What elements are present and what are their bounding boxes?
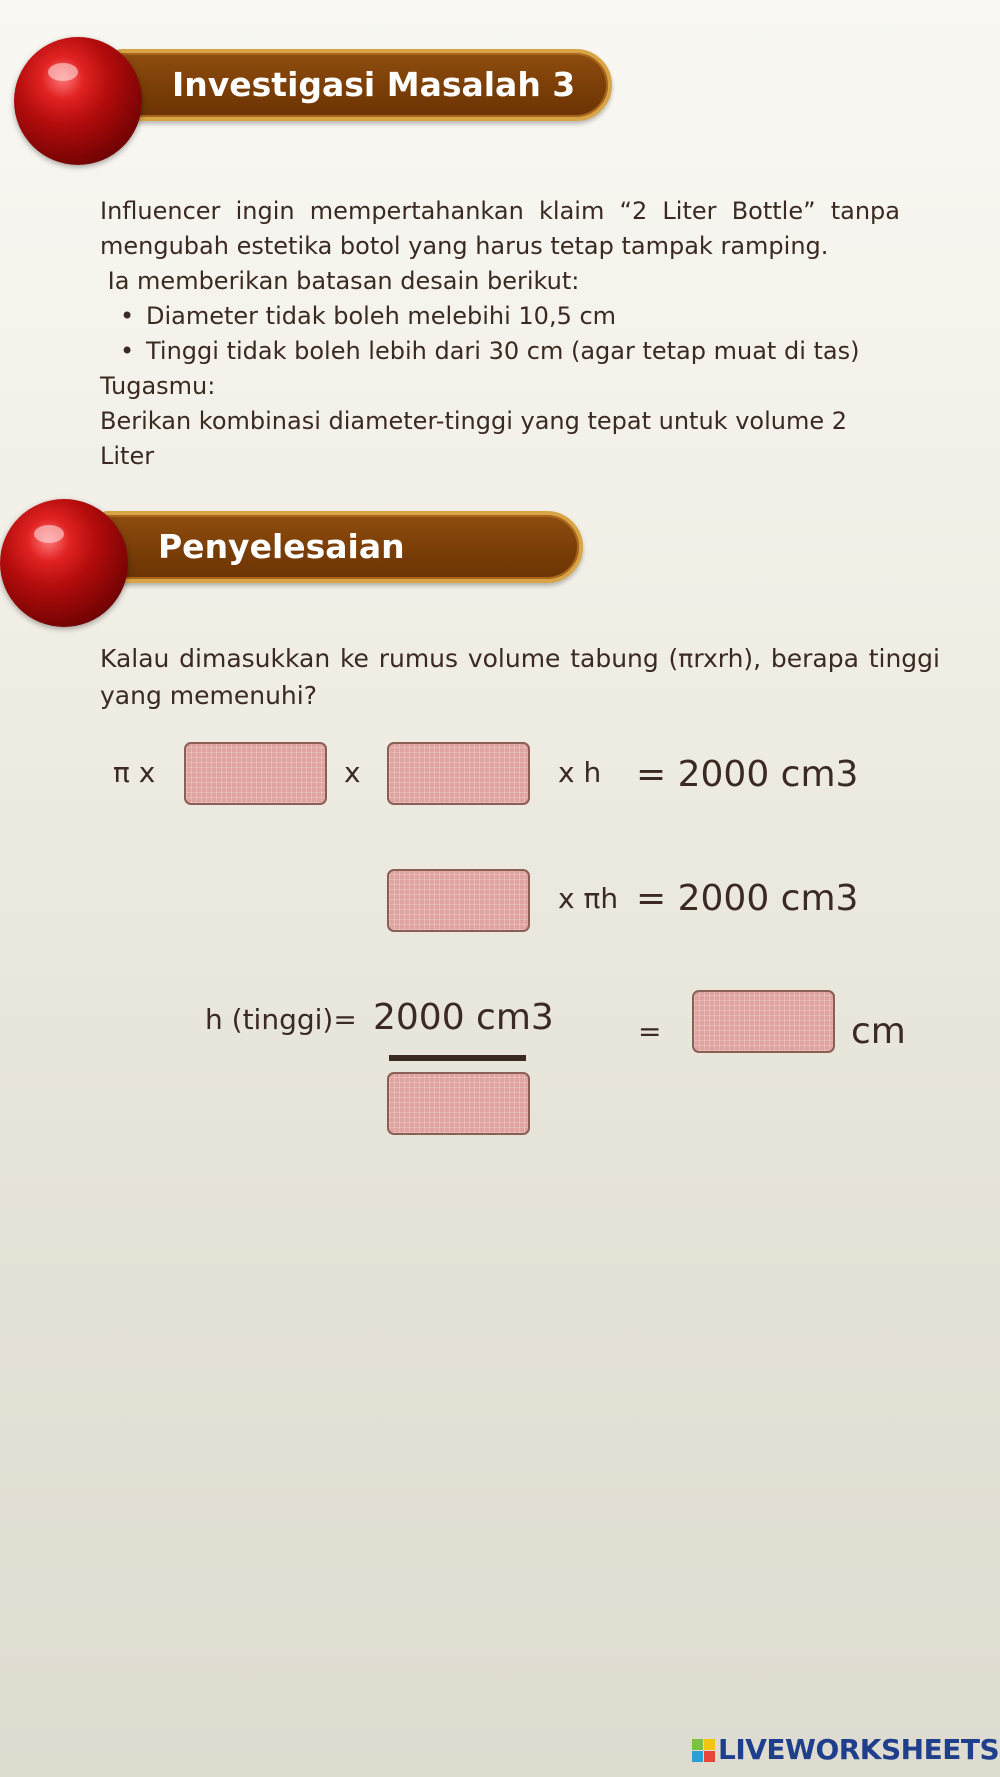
fraction-line xyxy=(389,1055,526,1061)
constraint-text: Tinggi tidak boleh lebih dari 30 cm (agar tetap muat di tas) xyxy=(146,337,860,365)
liveworksheets-icon xyxy=(692,1739,716,1763)
answer-box-radius-1[interactable] xyxy=(184,742,327,805)
times-h-label: x h xyxy=(558,756,602,789)
equals-volume-2: = 2000 cm3 xyxy=(636,878,859,919)
solution-question: Kalau dimasukkan ke rumus volume tabung (πrxrh), berapa tinggi yang memenuhi? xyxy=(100,644,940,710)
pi-times-label: π x xyxy=(113,756,156,789)
task-label: Tugasmu: xyxy=(100,372,216,400)
brand-name: LIVEWORKSHEETS xyxy=(718,1733,1000,1766)
equals-sign: = xyxy=(638,1015,662,1048)
times-pi-h-label: x πh xyxy=(558,882,619,915)
constraints-intro: Ia memberikan batasan desain berikut: xyxy=(100,267,580,295)
red-ball-icon xyxy=(0,499,128,627)
unit-cm: cm xyxy=(851,1011,906,1052)
equals-volume-1: = 2000 cm3 xyxy=(636,754,859,795)
section-banner-penyelesaian xyxy=(0,499,600,589)
answer-box-height[interactable] xyxy=(692,990,835,1053)
times-label: x xyxy=(344,756,361,789)
problem-intro: Influencer ingin mempertahankan klaim “2 Liter Bottle” tanpa mengubah estetika botol yang harus tetap tampak ramping. xyxy=(100,197,900,260)
constraint-diameter xyxy=(122,299,616,334)
height-label: h (tinggi)= xyxy=(205,1003,357,1036)
section-title: Penyelesaian xyxy=(158,527,405,566)
answer-box-radius-2[interactable] xyxy=(387,742,530,805)
constraint-height xyxy=(122,334,859,369)
answer-box-r-squared[interactable] xyxy=(387,869,530,932)
numerator-volume: 2000 cm3 xyxy=(373,997,554,1038)
constraint-text: Diameter tidak boleh melebihi 10,5 cm xyxy=(146,302,617,330)
answer-box-denominator[interactable] xyxy=(387,1072,530,1135)
section-title: Investigasi Masalah 3 xyxy=(172,65,576,104)
task-text: Berikan kombinasi diameter-tinggi yang tepat untuk volume 2 Liter xyxy=(100,407,848,470)
section-banner-investigasi xyxy=(14,37,614,127)
red-ball-icon xyxy=(14,37,142,165)
